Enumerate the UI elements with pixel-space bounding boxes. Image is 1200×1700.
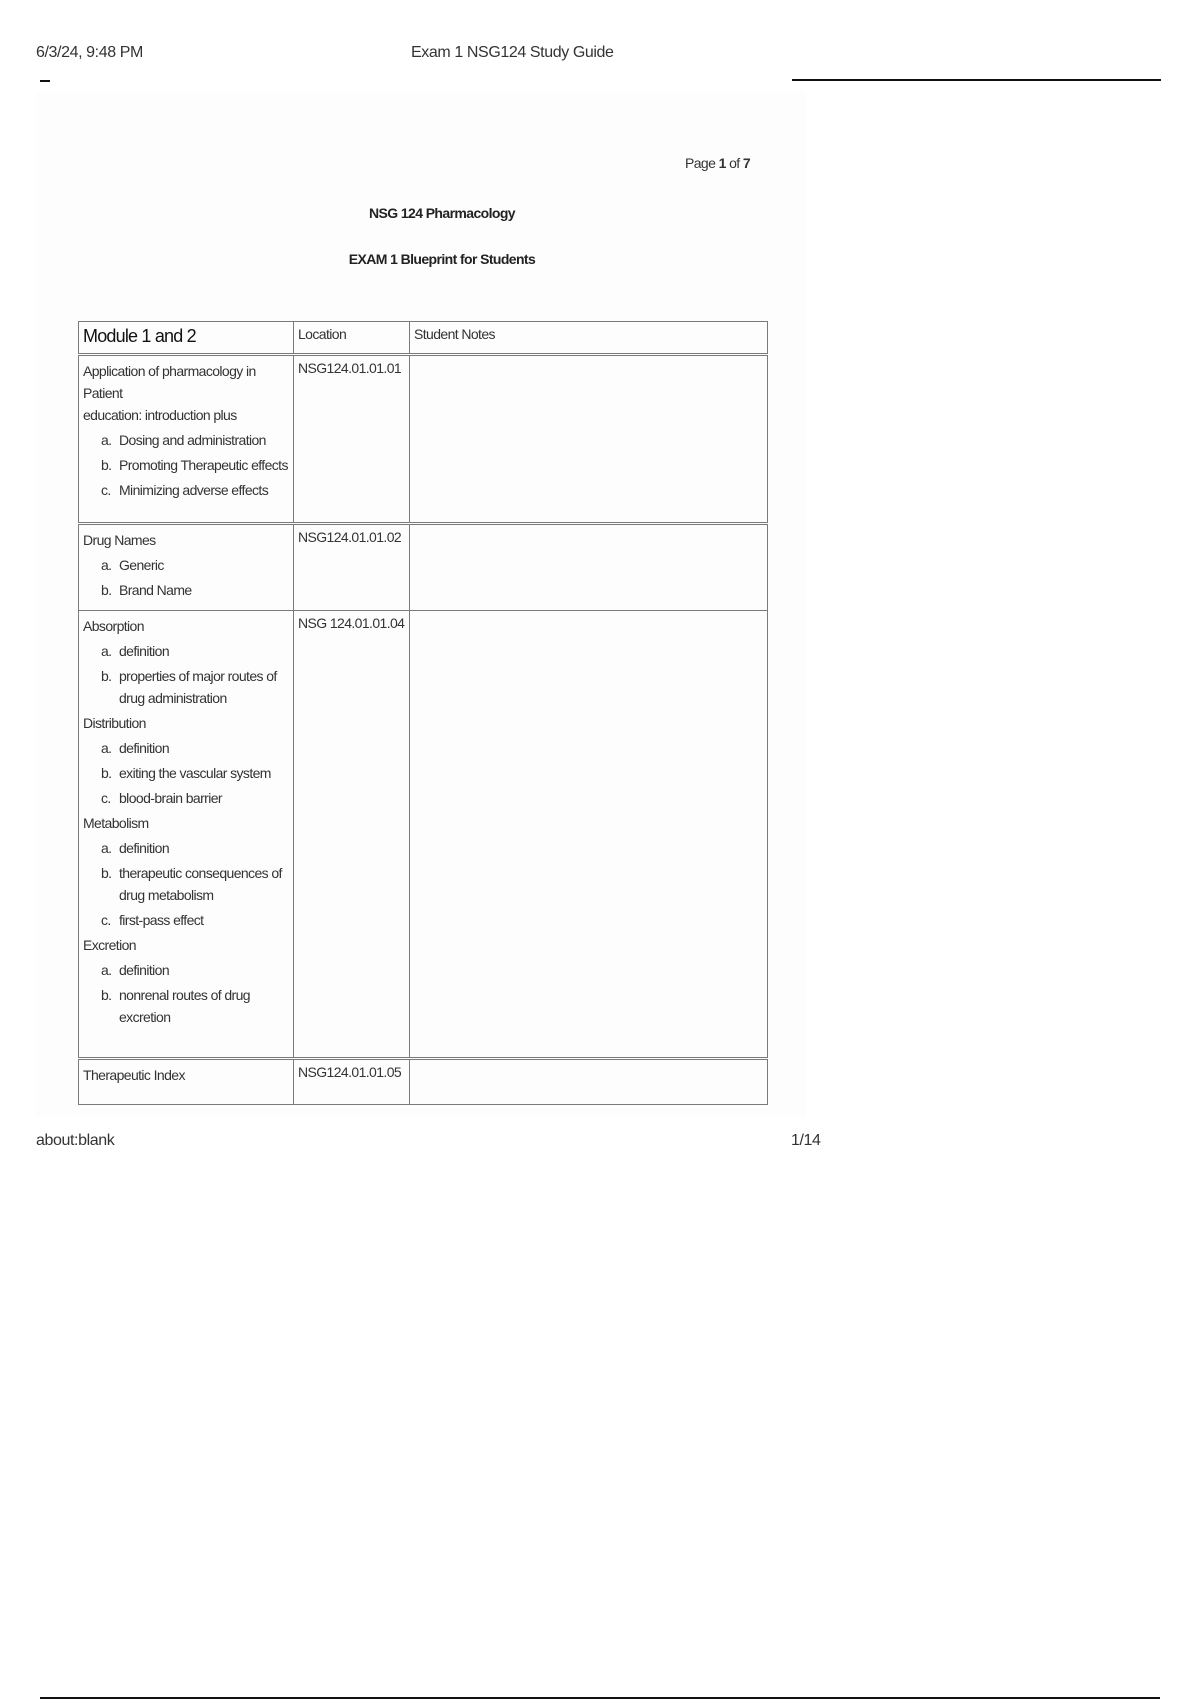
topic-line: Application of pharmacology in Patient bbox=[83, 363, 256, 401]
list-item-text: first-pass effect bbox=[119, 912, 204, 928]
header-location: Location bbox=[294, 322, 410, 355]
location-cell: NSG124.01.01.01 bbox=[294, 355, 410, 524]
list-item bbox=[101, 959, 289, 981]
topic-line: education: introduction plus bbox=[83, 407, 237, 423]
header-module: Module 1 and 2 bbox=[79, 322, 294, 355]
list-item bbox=[101, 762, 289, 784]
list-marker: b. bbox=[101, 765, 112, 781]
table-header-row bbox=[79, 322, 768, 355]
list-item bbox=[101, 640, 289, 662]
document-title: NSG 124 Pharmacology bbox=[369, 205, 515, 221]
header-student-notes: Student Notes bbox=[410, 322, 768, 355]
topic-cell bbox=[79, 524, 294, 611]
list-item-text: nonrenal routes of drug excretion bbox=[119, 987, 250, 1025]
header-rule bbox=[792, 79, 1161, 81]
page-indicator bbox=[685, 155, 750, 171]
list-marker: a. bbox=[101, 740, 112, 756]
list-marker: a. bbox=[101, 840, 112, 856]
student-notes-cell[interactable] bbox=[410, 1059, 768, 1105]
list-item bbox=[101, 909, 289, 931]
location-cell: NSG 124.01.01.04 bbox=[294, 611, 410, 1059]
list-item bbox=[101, 579, 289, 601]
topic-heading: Absorption bbox=[83, 618, 144, 634]
page-current: 1 bbox=[718, 155, 726, 171]
topic-heading: Distribution bbox=[83, 715, 146, 731]
list-marker: b. bbox=[101, 987, 112, 1003]
subtopic-list bbox=[83, 429, 289, 501]
list-marker: a. bbox=[101, 962, 112, 978]
list-marker: b. bbox=[101, 865, 112, 881]
list-item bbox=[101, 554, 289, 576]
topic-line: Drug Names bbox=[83, 532, 156, 548]
list-marker: b. bbox=[101, 582, 112, 598]
list-item-text: definition bbox=[119, 840, 170, 856]
list-item-text: exiting the vascular system bbox=[119, 765, 271, 781]
list-item-text: definition bbox=[119, 740, 170, 756]
subtopic-list bbox=[83, 640, 289, 709]
location-cell: NSG124.01.01.02 bbox=[294, 524, 410, 611]
table-row bbox=[79, 1059, 768, 1105]
student-notes-cell[interactable] bbox=[410, 611, 768, 1059]
list-marker: a. bbox=[101, 643, 112, 659]
topic-cell bbox=[79, 1059, 294, 1105]
header-dash bbox=[40, 80, 50, 82]
list-item bbox=[101, 862, 289, 906]
page-prefix: Page bbox=[685, 155, 716, 171]
list-item-text: Generic bbox=[119, 557, 164, 573]
topic-heading: Metabolism bbox=[83, 815, 149, 831]
list-marker: a. bbox=[101, 557, 112, 573]
document-page bbox=[36, 92, 806, 1117]
list-item bbox=[101, 837, 289, 859]
document-subtitle: EXAM 1 Blueprint for Students bbox=[348, 251, 536, 267]
topic-cell bbox=[79, 611, 294, 1059]
page-of: of bbox=[729, 155, 740, 171]
print-datetime: 6/3/24, 9:48 PM bbox=[36, 44, 143, 61]
subtopic-list bbox=[83, 554, 289, 601]
bottom-rule bbox=[40, 1697, 1160, 1699]
page-total: 7 bbox=[742, 155, 751, 171]
print-url: about:blank bbox=[36, 1132, 115, 1149]
list-marker: c. bbox=[101, 482, 111, 498]
list-marker: a. bbox=[101, 432, 112, 448]
list-item-text: Brand Name bbox=[119, 582, 192, 598]
list-item bbox=[101, 787, 289, 809]
print-page-number: 1/14 bbox=[791, 1132, 821, 1149]
print-header bbox=[36, 40, 1161, 70]
list-item bbox=[101, 984, 289, 1028]
table-row bbox=[79, 611, 768, 1059]
list-item bbox=[101, 665, 289, 709]
list-item bbox=[101, 454, 289, 476]
list-item bbox=[101, 429, 289, 451]
student-notes-cell[interactable] bbox=[410, 355, 768, 524]
list-item-text: Promoting Therapeutic effects bbox=[119, 457, 288, 473]
list-marker: c. bbox=[101, 912, 111, 928]
list-marker: b. bbox=[101, 457, 112, 473]
list-item bbox=[101, 479, 289, 501]
list-item bbox=[101, 737, 289, 759]
list-item-text: Dosing and administration bbox=[119, 432, 266, 448]
blueprint-table bbox=[78, 321, 768, 1105]
subtopic-list bbox=[83, 959, 289, 1028]
list-item-text: definition bbox=[119, 962, 170, 978]
location-cell: NSG124.01.01.05 bbox=[294, 1059, 410, 1105]
list-marker: c. bbox=[101, 790, 111, 806]
subtopic-list bbox=[83, 737, 289, 809]
list-item-text: properties of major routes of drug administration bbox=[119, 668, 277, 706]
list-item-text: therapeutic consequences of drug metabolism bbox=[119, 865, 282, 903]
topic-heading: Excretion bbox=[83, 937, 136, 953]
student-notes-cell[interactable] bbox=[410, 524, 768, 611]
list-item-text: definition bbox=[119, 643, 170, 659]
topic-cell bbox=[79, 355, 294, 524]
table-row bbox=[79, 524, 768, 611]
table-row bbox=[79, 355, 768, 524]
list-item-text: blood-brain barrier bbox=[119, 790, 222, 806]
topic-line: Therapeutic Index bbox=[83, 1067, 185, 1083]
subtopic-list bbox=[83, 837, 289, 931]
print-document-title: Exam 1 NSG124 Study Guide bbox=[411, 44, 614, 61]
list-item-text: Minimizing adverse effects bbox=[119, 482, 269, 498]
list-marker: b. bbox=[101, 668, 112, 684]
